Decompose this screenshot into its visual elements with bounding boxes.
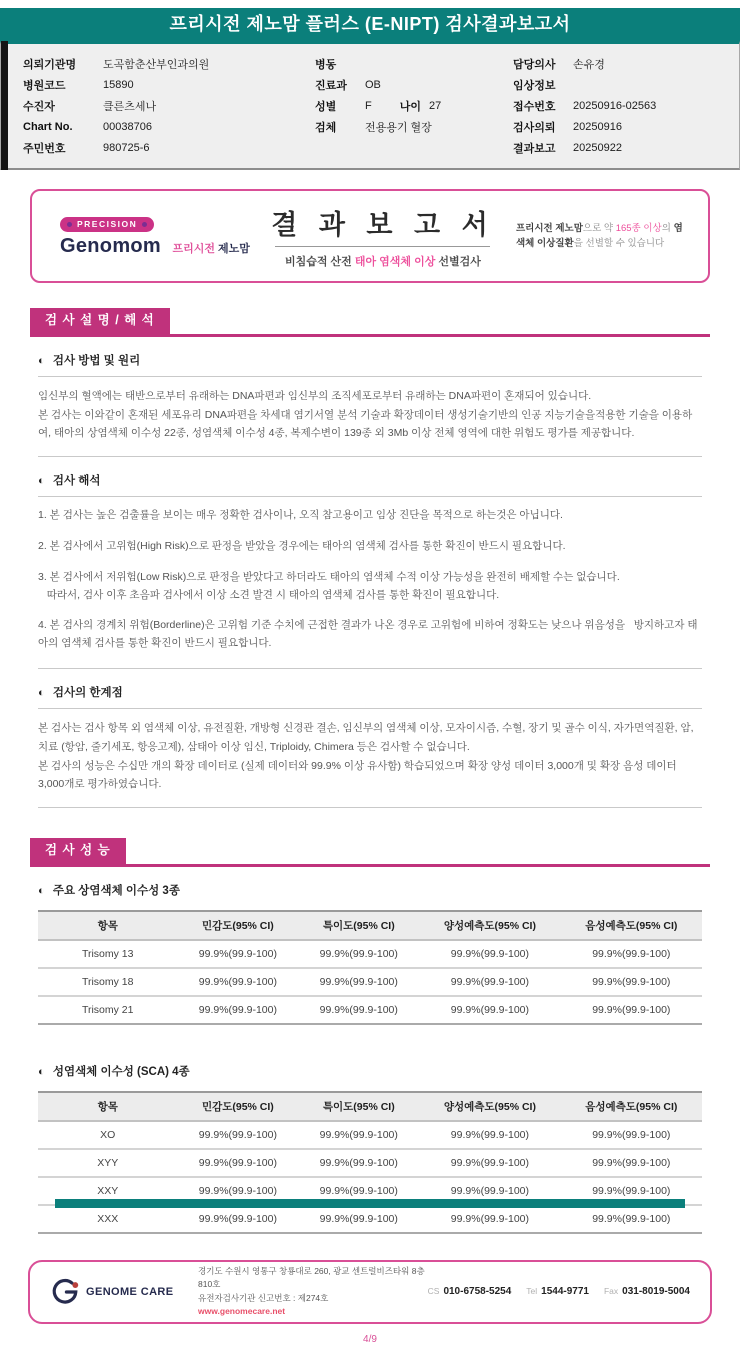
age-label: 나이	[399, 100, 421, 113]
org-label: 의뢰기관명	[23, 58, 77, 71]
cell-item: Trisomy 18	[38, 968, 177, 996]
patient-name-value: 클른츠세나	[103, 100, 157, 113]
table-row	[38, 1149, 702, 1177]
info-row-ward	[315, 53, 513, 74]
result-report-header-box	[30, 189, 710, 283]
autosomal-performance-table	[38, 910, 702, 1025]
section-header-performance	[30, 838, 710, 867]
section-label-explanation: 검 사 설 명 / 해 석	[30, 308, 170, 334]
info-row-receipt-no	[513, 95, 729, 116]
left-accent-bar	[1, 41, 8, 170]
report-title-banner	[0, 8, 740, 41]
table-row	[38, 996, 702, 1024]
cell-specificity: 99.9%(99.9-100)	[298, 1149, 419, 1177]
info-row-clinical	[513, 74, 729, 95]
request-date-value: 20250916	[573, 120, 622, 133]
cell-ppv: 99.9%(99.9-100)	[419, 1205, 560, 1233]
method-text: 임신부의 혈액에는 태반으로부터 유래하는 DNA파편과 임신부의 조직세포로부터 유래하는 DNA파편이 혼재되어 있습니다. 본 검사는 이와같이 혼재된 세포유리 DNA파편을 차세대 염기서열 분석 기술과 확장데이터 생성기술기반의 인공 지능기술을적용한 기술을 이용하여, 태아의 상염색체 이수성 22종, 성염색체 이수성 4종, 복제수변이 139종 외 3Mb 이상 전체 영역에 대한 위험도 평가를 제공합니다.	[38, 377, 702, 457]
address-line-1: 경기도 수원시 영통구 창룡대로 260, 광교 센트럴비즈타워 8층 810호	[198, 1265, 425, 1290]
brand-line	[60, 235, 250, 258]
genomom-logo	[32, 214, 250, 259]
cell-npv: 99.9%(99.9-100)	[561, 1177, 702, 1205]
table-row	[38, 968, 702, 996]
cell-ppv: 99.9%(99.9-100)	[419, 1149, 560, 1177]
subsection-method-title: ◐ 검사 방법 및 원리	[38, 352, 702, 377]
subsection-limitations-title: ◐ 검사의 한계점	[38, 684, 702, 709]
info-row-resident-no	[23, 137, 315, 158]
cell-ppv: 99.9%(99.9-100)	[419, 1121, 560, 1149]
org-value: 도곡함춘산부인과의원	[103, 58, 210, 71]
specimen-label: 검체	[315, 121, 337, 134]
info-row-specimen	[315, 116, 513, 137]
doctor-label: 담당의사	[513, 58, 556, 71]
resident-no-value: 980725-6	[103, 141, 150, 154]
precision-badge	[60, 217, 154, 232]
interpretation-item: 2. 본 검사에서 고위험(High Risk)으로 판정을 받았을 경우에는 태아의 염색체 검사를 통한 확진이 반드시 필요합니다.	[38, 539, 566, 552]
half-circle-icon: ◐	[38, 884, 45, 897]
cell-specificity: 99.9%(99.9-100)	[298, 996, 419, 1024]
receipt-no-label: 접수번호	[513, 100, 556, 113]
clinical-label: 임상정보	[513, 79, 556, 92]
cell-item: Trisomy 21	[38, 996, 177, 1024]
info-row-report-date	[513, 137, 729, 158]
column-header-npv: 음성예측도(95% CI)	[561, 911, 702, 940]
cell-sensitivity: 99.9%(99.9-100)	[177, 968, 298, 996]
info-row-dept	[315, 74, 513, 95]
info-row-hospital-code	[23, 74, 315, 95]
cell-sensitivity: 99.9%(99.9-100)	[177, 1177, 298, 1205]
cell-npv: 99.9%(99.9-100)	[561, 1205, 702, 1233]
hospital-code-value: 15890	[103, 78, 134, 91]
cell-item: XXX	[38, 1205, 177, 1233]
cell-sensitivity: 99.9%(99.9-100)	[177, 1149, 298, 1177]
cell-sensitivity: 99.9%(99.9-100)	[177, 996, 298, 1024]
company-website: www.genomecare.net	[198, 1306, 286, 1317]
table-row	[38, 1121, 702, 1149]
genome-care-logo	[50, 1277, 198, 1307]
info-row-patient	[23, 95, 315, 116]
result-report-subtitle: 비침습적 산전 태아 염색체 이상 선별검사	[284, 256, 481, 268]
cell-ppv: 99.9%(99.9-100)	[419, 996, 560, 1024]
info-row-chart-no	[23, 116, 315, 137]
cell-specificity: 99.9%(99.9-100)	[298, 1177, 419, 1205]
top-margin	[0, 0, 740, 8]
genome-care-logo-icon	[50, 1277, 80, 1307]
patient-info-panel	[0, 41, 740, 170]
receipt-no-value: 20250916-02563	[573, 99, 657, 112]
cell-ppv: 99.9%(99.9-100)	[419, 940, 560, 968]
column-header-specificity: 특이도(95% CI)	[298, 911, 419, 940]
table-row	[38, 940, 702, 968]
cell-sensitivity: 99.9%(99.9-100)	[177, 940, 298, 968]
patient-info-column-1	[23, 53, 315, 158]
column-header-item: 항목	[38, 1092, 177, 1121]
sex-value: F	[365, 99, 372, 112]
cell-npv: 99.9%(99.9-100)	[561, 968, 702, 996]
column-header-npv: 음성예측도(95% CI)	[561, 1092, 702, 1121]
doctor-value: 손유경	[573, 58, 605, 71]
cell-sensitivity: 99.9%(99.9-100)	[177, 1205, 298, 1233]
column-header-ppv: 양성예측도(95% CI)	[419, 1092, 560, 1121]
half-circle-icon: ◐	[38, 1065, 45, 1078]
cs-phone: CS 010-6758-5254	[427, 1286, 512, 1298]
info-row-doctor	[513, 53, 729, 74]
company-name: GENOME CARE	[86, 1285, 174, 1298]
company-address	[198, 1265, 428, 1319]
limitations-text: 본 검사는 검사 항목 외 염색체 이상, 유전질환, 개방형 신경관 결손, 임신부의 염색체 이상, 모자이시즘, 수혈, 장기 및 골수 이식, 자가면역질환, 암, 치료 (항암, 줄기세포, 항응고제), 삼태아 이상 임신, Triploidy, Chimera 등은 검사할 수 없습니다. 본 검사의 성능은 수십만 개의 확장 데이터로 (실제 데이터와 99.9% 이상 유사함) 학습되었으며 확장 양성 데이터 3,000개 및 확장 음성 데이터 3,000개로 평가하였습니다.	[38, 709, 702, 808]
cell-ppv: 99.9%(99.9-100)	[419, 1177, 560, 1205]
company-footer	[28, 1260, 712, 1324]
contact-info	[428, 1286, 690, 1297]
sca-performance-table	[38, 1091, 702, 1234]
half-circle-icon: ◐	[38, 355, 45, 367]
cell-npv: 99.9%(99.9-100)	[561, 996, 702, 1024]
cell-ppv: 99.9%(99.9-100)	[419, 968, 560, 996]
table-header-row	[38, 1092, 702, 1121]
hospital-code-label: 병원코드	[23, 79, 66, 92]
half-circle-icon: ◐	[38, 475, 45, 488]
info-row-org	[23, 53, 315, 74]
sex-label: 성별	[315, 100, 337, 113]
cell-item: XYY	[38, 1149, 177, 1177]
result-report-title: 결 과 보 고 서	[271, 210, 495, 240]
cell-specificity: 99.9%(99.9-100)	[298, 1121, 419, 1149]
cell-npv: 99.9%(99.9-100)	[561, 1121, 702, 1149]
half-circle-icon: ◐	[38, 687, 45, 700]
subsection-interpretation-title: ◐ 검사 해석	[38, 472, 702, 497]
section-header-explanation	[30, 308, 710, 337]
interpretation-list	[38, 497, 702, 669]
cell-npv: 99.9%(99.9-100)	[561, 940, 702, 968]
age-value: 27	[429, 99, 442, 112]
cell-specificity: 99.9%(99.9-100)	[298, 968, 419, 996]
interpretation-item: 4. 본 검사의 경계치 위험(Borderline)은 고위험 기준 수치에 근접한 결과가 나온 경우로 고위험에 비하여 정확도는 낮으나 위음성을 방지하고자 태아의 염색체 검사를 통한 확진이 반드시 필요합니다.	[38, 619, 698, 650]
subsection-sca-title: ◐ 성염색체 이수성 (SCA) 4종	[38, 1065, 190, 1078]
cell-item: XO	[38, 1121, 177, 1149]
cell-npv: 99.9%(99.9-100)	[561, 1149, 702, 1177]
cell-sensitivity: 99.9%(99.9-100)	[177, 1121, 298, 1149]
chart-no-value: 00038706	[103, 120, 152, 133]
info-row-sex-age	[315, 95, 513, 116]
interpretation-item: 1. 본 검사는 높은 검출률을 보이는 매우 정확한 검사이나, 오직 참고용이고 임상 진단을 목적으로 하는것은 아닙니다.	[38, 509, 563, 522]
ward-label: 병동	[315, 58, 337, 71]
title-divider	[275, 246, 490, 247]
column-header-item: 항목	[38, 911, 177, 940]
chart-no-label: Chart No.	[23, 120, 73, 133]
specimen-value: 전용용기 혈장	[365, 121, 432, 134]
precision-badge-label: PRECISION	[77, 219, 138, 230]
brand-name-en: Genomom	[60, 235, 161, 258]
page-number: 4/9	[363, 1333, 377, 1345]
resident-no-label: 주민번호	[23, 142, 66, 155]
column-header-ppv: 양성예측도(95% CI)	[419, 911, 560, 940]
cell-item: XXY	[38, 1177, 177, 1205]
dept-value: OB	[365, 78, 381, 91]
subsection-autosomal-title: ◐ 주요 상염색체 이수성 3종	[38, 884, 180, 897]
request-date-label: 검사의뢰	[513, 121, 556, 134]
result-title-block	[250, 203, 516, 269]
address-line-2: 유전자검사기관 신고번호 : 제274호	[198, 1292, 329, 1303]
screening-note: 프리시전 제노맘으로 약 165종 이상의 염색체 이상질환을 선별할 수 있습니다	[516, 222, 683, 249]
cell-specificity: 99.9%(99.9-100)	[298, 1205, 419, 1233]
brand-name-kr: 프리시전 제노맘	[172, 243, 250, 256]
bottom-accent-bar	[55, 1199, 685, 1208]
dept-label: 진료과	[315, 79, 347, 92]
column-header-sensitivity: 민감도(95% CI)	[177, 1092, 298, 1121]
badge-dot-icon	[67, 222, 72, 227]
report-title: 프리시전 제노맘 플러스 (E-NIPT) 검사결과보고서	[169, 14, 571, 34]
fax-number: Fax 031-8019-5004	[603, 1286, 690, 1298]
report-date-label: 결과보고	[513, 142, 556, 155]
table-row	[38, 1205, 702, 1233]
patient-info-column-3	[513, 53, 729, 158]
patient-info-column-2	[315, 53, 513, 158]
info-row-request-date	[513, 116, 729, 137]
column-header-specificity: 특이도(95% CI)	[298, 1092, 419, 1121]
cell-item: Trisomy 13	[38, 940, 177, 968]
cell-specificity: 99.9%(99.9-100)	[298, 940, 419, 968]
badge-dot-icon	[142, 222, 147, 227]
column-header-sensitivity: 민감도(95% CI)	[177, 911, 298, 940]
tel-phone: Tel 1544-9771	[526, 1286, 589, 1298]
table-header-row	[38, 911, 702, 940]
patient-label: 수진자	[23, 100, 55, 113]
report-date-value: 20250922	[573, 141, 622, 154]
section-label-performance: 검 사 성 능	[30, 838, 126, 864]
interpretation-item: 3. 본 검사에서 저위험(Low Risk)으로 판정을 받았다고 하더라도 태아의 염색체 수적 이상 가능성을 완전히 배제할 수는 없습니다. 따라서, 검사 이후 초음파 검사에서 이상 소견 발견 시 태아의 염색체 검사를 통한 확진이 필요합니다.	[38, 570, 620, 601]
